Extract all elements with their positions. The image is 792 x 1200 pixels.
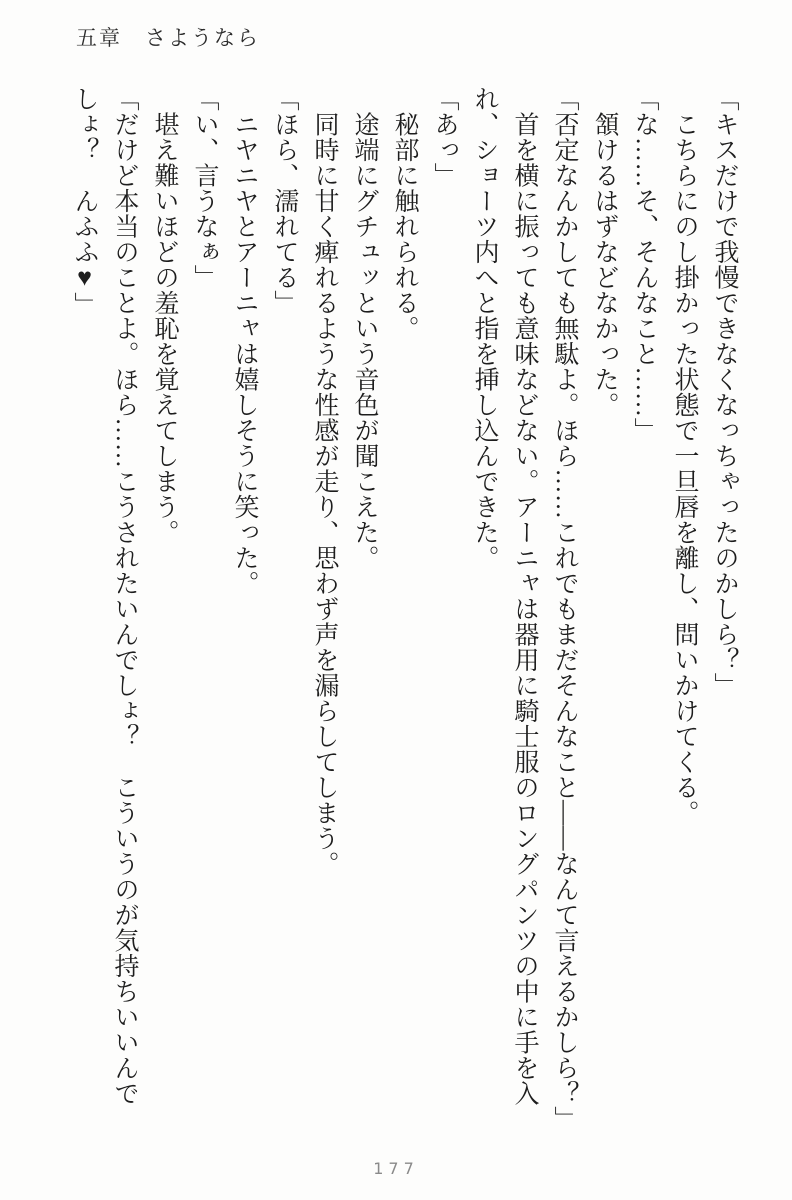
text-line: 「あっ」: [431, 86, 458, 188]
page-number: 177: [373, 1159, 419, 1178]
text-line: 「だけど本当のことよ。ほら……こうされたいんでしょ？ こういうのが気持ちいいんで: [111, 86, 138, 1106]
text-line: 秘部に触れられる。: [391, 86, 418, 341]
text-line: 首を横に振っても意味などない。アーニャは器用に騎士服のロングパンツの中に手を入: [511, 86, 538, 1106]
text-line: ニヤニヤとアーニャは嬉しそうに笑った。: [231, 86, 258, 596]
text-block: [64, 86, 744, 1171]
text-line: 頷けるはずなどなかった。: [591, 86, 618, 418]
text-line: 同時に甘く痺れるような性感が走り、思わず声を漏らしてしまう。: [311, 86, 338, 877]
text-line: 「な……そ、そんなこと……」: [631, 86, 658, 443]
text-line: 堪え難いほどの羞恥を覚えてしまう。: [151, 86, 178, 545]
text-line: 「ほら、濡れてる」: [271, 86, 298, 316]
text-line: こちらにのし掛かった状態で一旦唇を離し、問いかけてくる。: [671, 86, 698, 826]
text-line: しょ？ んふふ♥」: [71, 86, 98, 318]
text-line: 途端にグチュッという音色が聞こえた。: [351, 86, 378, 571]
text-line: 「否定なんかしても無駄よ。ほら……これでもまだそんなこと――なんて言えるかしら？」: [551, 86, 578, 1132]
text-line: 「い、言うなぁ」: [191, 86, 218, 290]
text-line: れ、ショーツ内へと指を挿し込んできた。: [471, 86, 498, 571]
text-line: 「キスだけで我慢できなくなっちゃったのかしら？」: [711, 86, 738, 698]
chapter-header: 五章 さようなら: [76, 26, 260, 50]
